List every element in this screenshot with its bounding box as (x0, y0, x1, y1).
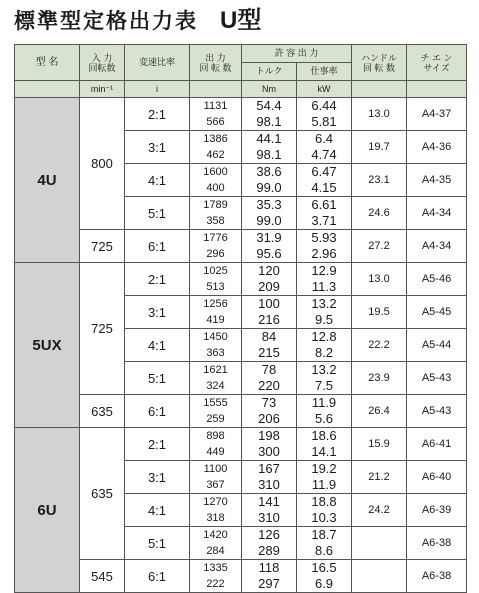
header-torque: トルク (242, 63, 297, 81)
torque-value: 99.0 (256, 213, 282, 228)
torque-value: 54.4 (256, 98, 282, 113)
power-value: 11.9 (311, 477, 337, 492)
torque-value: 310 (258, 477, 280, 492)
power-value: 14.1 (311, 444, 337, 459)
out-value: 513 (206, 281, 225, 293)
power-cell (297, 461, 352, 494)
torque-value: 167 (258, 461, 280, 476)
out-value: 367 (206, 479, 225, 491)
handle-speed-cell: 24.2 (352, 494, 407, 527)
ratio-cell: 2:1 (125, 263, 190, 296)
handle-speed-cell: 13.0 (352, 98, 407, 131)
power-value: 5.93 (311, 230, 337, 245)
torque-cell (242, 461, 297, 494)
power-value: 18.6 (311, 428, 337, 443)
torque-value: 118 (258, 560, 280, 575)
power-value: 11.9 (311, 395, 337, 410)
power-cell (297, 263, 352, 296)
table-row (15, 98, 467, 131)
torque-value: 38.6 (256, 164, 282, 179)
power-cell (297, 527, 352, 560)
out-value: 1386 (203, 133, 228, 145)
handle-speed-cell: 27.2 (352, 230, 407, 263)
torque-value: 44.1 (256, 131, 282, 146)
out-value: 318 (206, 512, 225, 524)
header-chain-size: チ エ ン サイズ (407, 45, 467, 81)
torque-value: 220 (258, 378, 280, 393)
torque-cell (242, 197, 297, 230)
power-value: 9.5 (314, 312, 334, 327)
power-cell (297, 164, 352, 197)
table-row (15, 230, 467, 263)
out-value: 1789 (203, 199, 228, 211)
header-handle-speed: ハンドル 回 転 数 (352, 45, 407, 81)
power-cell (297, 395, 352, 428)
unit-ratio: i (125, 81, 190, 98)
unit-torque: Nm (242, 81, 297, 98)
out-value: 222 (206, 578, 225, 590)
ratio-cell: 4:1 (125, 494, 190, 527)
header-ratio: 変速比率 (125, 45, 190, 81)
input-speed: 800 (80, 98, 125, 230)
handle-speed-cell: 19.5 (352, 296, 407, 329)
header-power: 仕事率 (297, 63, 352, 81)
output-speed-cell (190, 461, 242, 494)
chain-size-cell: A6-38 (407, 560, 467, 593)
handle-speed-cell: 22.2 (352, 329, 407, 362)
output-speed-cell (190, 494, 242, 527)
handle-speed-cell: 13.0 (352, 263, 407, 296)
power-cell (297, 98, 352, 131)
output-speed-cell (190, 527, 242, 560)
power-cell (297, 560, 352, 593)
out-value: 1776 (203, 232, 228, 244)
unit-input-speed: min⁻¹ (80, 81, 125, 98)
ratio-cell: 3:1 (125, 131, 190, 164)
table-row (15, 560, 467, 593)
out-value: 259 (206, 413, 225, 425)
handle-speed-cell: 24.6 (352, 197, 407, 230)
power-value: 6.61 (311, 197, 337, 212)
torque-cell (242, 428, 297, 461)
ratio-cell: 4:1 (125, 329, 190, 362)
torque-value: 35.3 (256, 197, 282, 212)
power-value: 6.9 (314, 576, 334, 591)
torque-cell (242, 362, 297, 395)
power-value: 13.2 (311, 362, 337, 377)
output-speed-cell (190, 560, 242, 593)
power-value: 12.8 (311, 329, 337, 344)
chain-size-cell: A5-44 (407, 329, 467, 362)
torque-value: 297 (258, 576, 280, 591)
ratio-cell: 5:1 (125, 197, 190, 230)
out-value: 1600 (203, 166, 228, 178)
torque-value: 95.6 (256, 246, 282, 261)
power-value: 10.3 (311, 510, 337, 525)
out-value: 1100 (203, 463, 228, 475)
power-cell (297, 494, 352, 527)
ratio-cell: 6:1 (125, 395, 190, 428)
torque-value: 100 (258, 296, 280, 311)
torque-value: 141 (258, 494, 280, 509)
output-speed-cell (190, 296, 242, 329)
power-cell (297, 428, 352, 461)
chain-size-cell: A5-43 (407, 395, 467, 428)
model-name: 5UX (15, 263, 80, 428)
torque-value: 216 (258, 312, 280, 327)
chain-size-cell: A5-46 (407, 263, 467, 296)
power-value: 11.3 (311, 279, 337, 294)
model-name: 6U (15, 428, 80, 593)
torque-cell (242, 329, 297, 362)
chain-size-cell: A4-34 (407, 230, 467, 263)
power-value: 2.96 (311, 246, 337, 261)
chain-size-cell: A4-35 (407, 164, 467, 197)
out-value: 419 (206, 314, 225, 326)
out-value: 449 (206, 446, 225, 458)
power-value: 5.81 (311, 114, 337, 129)
torque-value: 98.1 (256, 114, 282, 129)
power-value: 4.74 (311, 147, 337, 162)
power-value: 13.2 (311, 296, 337, 311)
power-cell (297, 296, 352, 329)
ratio-cell: 6:1 (125, 560, 190, 593)
title-main: 標準型定格出力表 (14, 9, 198, 33)
power-value: 5.6 (314, 411, 334, 426)
chain-size-cell: A4-34 (407, 197, 467, 230)
handle-speed-cell (352, 560, 407, 593)
handle-speed-cell (352, 527, 407, 560)
out-value: 1270 (203, 496, 228, 508)
input-speed: 545 (80, 560, 125, 593)
page-title (14, 6, 261, 36)
power-value: 16.5 (311, 560, 337, 575)
out-value: 462 (206, 149, 225, 161)
power-value: 7.5 (314, 378, 334, 393)
torque-value: 73 (261, 395, 277, 410)
out-value: 566 (206, 116, 225, 128)
power-value: 12.9 (311, 263, 337, 278)
chain-size-cell: A5-43 (407, 362, 467, 395)
output-speed-cell (190, 428, 242, 461)
table-row (15, 428, 467, 461)
unit-chain-blank (407, 81, 467, 98)
out-value: 296 (206, 248, 225, 260)
out-value: 1450 (203, 331, 228, 343)
output-speed-cell (190, 362, 242, 395)
power-cell (297, 197, 352, 230)
torque-cell (242, 494, 297, 527)
power-value: 8.6 (314, 543, 334, 558)
torque-value: 289 (258, 543, 280, 558)
header-model: 型 名 (15, 45, 80, 81)
output-speed-cell (190, 98, 242, 131)
power-value: 6.47 (311, 164, 337, 179)
power-value: 4.15 (311, 180, 337, 195)
chain-size-cell: A6-38 (407, 527, 467, 560)
ratio-cell: 4:1 (125, 164, 190, 197)
output-speed-cell (190, 197, 242, 230)
ratio-cell: 2:1 (125, 98, 190, 131)
out-value: 1335 (203, 562, 228, 574)
out-value: 324 (206, 380, 225, 392)
handle-speed-cell: 19.7 (352, 131, 407, 164)
chain-size-cell: A4-36 (407, 131, 467, 164)
ratio-cell: 2:1 (125, 428, 190, 461)
power-value: 18.8 (311, 494, 337, 509)
power-value: 18.7 (311, 527, 337, 542)
power-cell (297, 131, 352, 164)
power-value: 19.2 (311, 461, 337, 476)
out-value: 1621 (203, 364, 228, 376)
out-value: 284 (206, 545, 225, 557)
rating-table (14, 44, 467, 593)
torque-value: 209 (258, 279, 280, 294)
unit-output-blank (190, 81, 242, 98)
torque-cell (242, 527, 297, 560)
unit-power: kW (297, 81, 352, 98)
power-value: 6.44 (311, 98, 337, 113)
out-value: 898 (206, 430, 225, 442)
out-value: 1025 (203, 265, 228, 277)
out-value: 1256 (203, 298, 228, 310)
out-value: 1420 (203, 529, 228, 541)
torque-cell (242, 560, 297, 593)
title-suffix: U型 (220, 7, 262, 34)
output-speed-cell (190, 329, 242, 362)
header-allowable-output: 許 容 出 力 (242, 45, 352, 63)
input-speed: 635 (80, 395, 125, 428)
output-speed-cell (190, 395, 242, 428)
torque-cell (242, 395, 297, 428)
torque-value: 99.0 (256, 180, 282, 195)
power-value: 8.2 (314, 345, 334, 360)
input-speed: 725 (80, 263, 125, 395)
ratio-cell: 3:1 (125, 461, 190, 494)
torque-value: 198 (258, 428, 280, 443)
torque-value: 84 (261, 329, 277, 344)
power-cell (297, 362, 352, 395)
input-speed: 635 (80, 428, 125, 560)
torque-value: 310 (258, 510, 280, 525)
power-value: 6.4 (314, 131, 334, 146)
torque-value: 126 (258, 527, 280, 542)
power-value: 3.71 (311, 213, 337, 228)
ratio-cell: 3:1 (125, 296, 190, 329)
torque-cell (242, 98, 297, 131)
unit-handle-blank (352, 81, 407, 98)
chain-size-cell: A6-40 (407, 461, 467, 494)
torque-cell (242, 263, 297, 296)
output-speed-cell (190, 164, 242, 197)
input-speed: 725 (80, 230, 125, 263)
torque-cell (242, 230, 297, 263)
header-output-speed: 出 力 回 転 数 (190, 45, 242, 81)
out-value: 363 (206, 347, 225, 359)
torque-value: 98.1 (256, 147, 282, 162)
handle-speed-cell: 26.4 (352, 395, 407, 428)
out-value: 400 (206, 182, 225, 194)
torque-cell (242, 131, 297, 164)
ratio-cell: 5:1 (125, 527, 190, 560)
power-cell (297, 230, 352, 263)
chain-size-cell: A6-41 (407, 428, 467, 461)
torque-value: 206 (258, 411, 280, 426)
model-name: 4U (15, 98, 80, 263)
output-speed-cell (190, 230, 242, 263)
handle-speed-cell: 23.9 (352, 362, 407, 395)
header-input-speed: 入 力 回転数 (80, 45, 125, 81)
table-row (15, 395, 467, 428)
out-value: 1131 (203, 100, 228, 112)
ratio-cell: 6:1 (125, 230, 190, 263)
chain-size-cell: A5-45 (407, 296, 467, 329)
ratio-cell: 5:1 (125, 362, 190, 395)
out-value: 1555 (203, 397, 228, 409)
table-row (15, 263, 467, 296)
torque-cell (242, 164, 297, 197)
handle-speed-cell: 21.2 (352, 461, 407, 494)
unit-model-blank (15, 81, 80, 98)
output-speed-cell (190, 131, 242, 164)
chain-size-cell: A4-37 (407, 98, 467, 131)
power-cell (297, 329, 352, 362)
torque-value: 300 (258, 444, 280, 459)
chain-size-cell: A6-39 (407, 494, 467, 527)
handle-speed-cell: 23.1 (352, 164, 407, 197)
out-value: 358 (206, 215, 225, 227)
torque-value: 31.9 (256, 230, 282, 245)
output-speed-cell (190, 263, 242, 296)
torque-value: 78 (261, 362, 277, 377)
torque-cell (242, 296, 297, 329)
torque-value: 120 (258, 263, 280, 278)
handle-speed-cell: 15.9 (352, 428, 407, 461)
torque-value: 215 (258, 345, 280, 360)
